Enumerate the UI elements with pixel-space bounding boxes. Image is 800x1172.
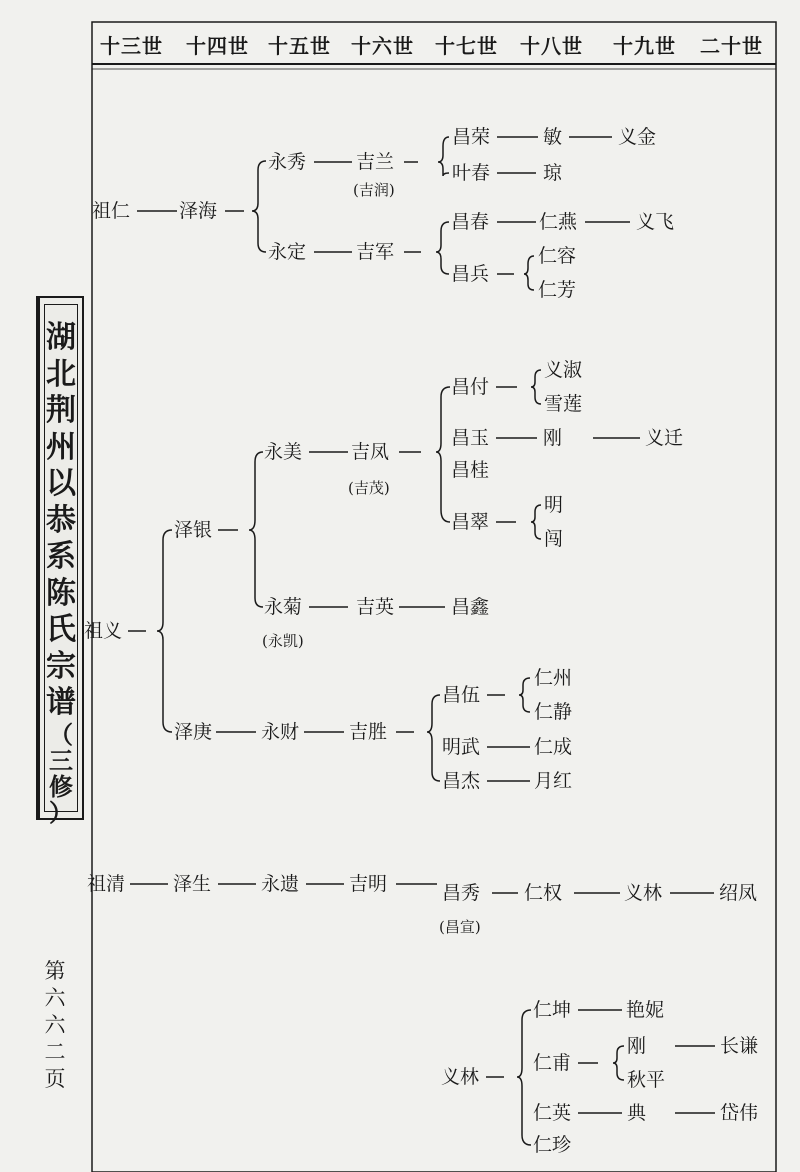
person-renquan: 仁权: [524, 882, 563, 904]
person-jiying: 吉英: [356, 596, 395, 618]
person-yuehong: 月红: [534, 770, 573, 792]
side-title-text: 湖 北 荆 州 以 恭 系 陈 氏 宗 谱: [46, 320, 76, 720]
person-changxiu: 昌秀: [442, 882, 481, 904]
generation-16: 十六世: [351, 34, 414, 58]
generation-20: 二十世: [700, 34, 763, 58]
person-dian: 典: [627, 1102, 647, 1124]
person-changbing: 昌兵: [451, 263, 490, 285]
generation-15: 十五世: [268, 34, 331, 58]
person-zesheng: 泽生: [173, 873, 212, 895]
person-min: 敏: [543, 126, 563, 148]
generation-13: 十三世: [100, 34, 163, 58]
generation-19: 十九世: [613, 34, 676, 58]
person-yongxiu: 永秀: [268, 151, 307, 173]
person-qiong: 琼: [543, 162, 563, 184]
person-changjie: 昌杰: [442, 770, 481, 792]
person-yifei: 义飞: [636, 211, 675, 233]
person-yechun: 叶春: [452, 162, 491, 184]
person-renfang: 仁芳: [538, 279, 577, 301]
person-qiuping: 秋平: [627, 1069, 666, 1091]
person-changchun: 昌春: [451, 211, 490, 233]
person-renfu: 仁甫: [533, 1052, 572, 1074]
person-zegeng: 泽庚: [174, 721, 213, 743]
person-gang-b: 刚: [627, 1035, 647, 1057]
person-changxiu-alias: (昌宣): [439, 918, 481, 936]
person-yongding: 永定: [268, 241, 307, 263]
person-jiming: 吉明: [349, 873, 388, 895]
person-changqian: 长谦: [720, 1035, 759, 1057]
person-renyan: 仁燕: [539, 211, 578, 233]
person-mingwu: 明武: [442, 736, 481, 758]
side-title-suffix: （ 三 修 ）: [49, 719, 73, 827]
person-yongmei: 永美: [264, 441, 303, 463]
generation-17: 十七世: [435, 34, 498, 58]
person-gang-a: 刚: [543, 427, 563, 449]
side-title-plaque: [36, 296, 84, 827]
person-changfu: 昌付: [451, 376, 490, 398]
person-yilin: 义林: [624, 882, 663, 904]
person-jilan-alias: (吉润): [353, 181, 395, 199]
side-title: [44, 320, 78, 826]
person-shaofeng: 绍凤: [719, 882, 758, 904]
person-yiqian: 义迁: [645, 427, 684, 449]
person-changwu: 昌伍: [442, 684, 481, 706]
person-yongcai: 永财: [261, 721, 300, 743]
person-yijin: 义金: [618, 126, 657, 148]
person-jisheng: 吉胜: [349, 721, 388, 743]
generation-14: 十四世: [186, 34, 249, 58]
person-renzhou: 仁州: [534, 667, 573, 689]
person-yongju-alias: (永凯): [262, 632, 304, 650]
person-chuang: 闯: [544, 528, 564, 550]
person-zuqing: 祖清: [87, 873, 126, 895]
person-changrong: 昌荣: [452, 126, 491, 148]
generation-18: 十八世: [520, 34, 583, 58]
person-rencheng: 仁成: [534, 736, 573, 758]
person-zehai: 泽海: [179, 200, 218, 222]
person-jilan: 吉兰: [356, 151, 395, 173]
person-yongju: 永菊: [264, 596, 303, 618]
person-yongyi: 永遗: [261, 873, 300, 895]
person-changxin: 昌鑫: [451, 596, 490, 618]
page-number: 第 六 六 二 页: [44, 959, 66, 1091]
person-renjing: 仁静: [534, 701, 573, 723]
person-changcui: 昌翠: [451, 511, 490, 533]
person-yishu: 义淑: [544, 359, 583, 381]
person-renkun: 仁坤: [533, 999, 572, 1021]
person-renrong: 仁容: [538, 245, 577, 267]
person-daiwei: 岱伟: [720, 1102, 759, 1124]
person-xuelian: 雪莲: [544, 393, 583, 415]
person-renying: 仁英: [533, 1102, 572, 1124]
person-jijun: 吉军: [356, 241, 395, 263]
person-zuren: 祖仁: [92, 200, 131, 222]
person-zeyin: 泽银: [174, 519, 213, 541]
person-yilin-sub: 义林: [441, 1066, 480, 1088]
person-jifeng: 吉凤: [351, 441, 390, 463]
person-jifeng-alias: (吉茂): [348, 479, 390, 497]
person-ming: 明: [544, 494, 564, 516]
person-changyu: 昌玉: [451, 427, 490, 449]
page-frame: [92, 22, 776, 1172]
person-zuyi: 祖义: [84, 620, 123, 642]
person-yanni: 艳妮: [626, 999, 665, 1021]
person-changgui: 昌桂: [451, 459, 490, 481]
person-renzhen: 仁珍: [533, 1134, 572, 1156]
